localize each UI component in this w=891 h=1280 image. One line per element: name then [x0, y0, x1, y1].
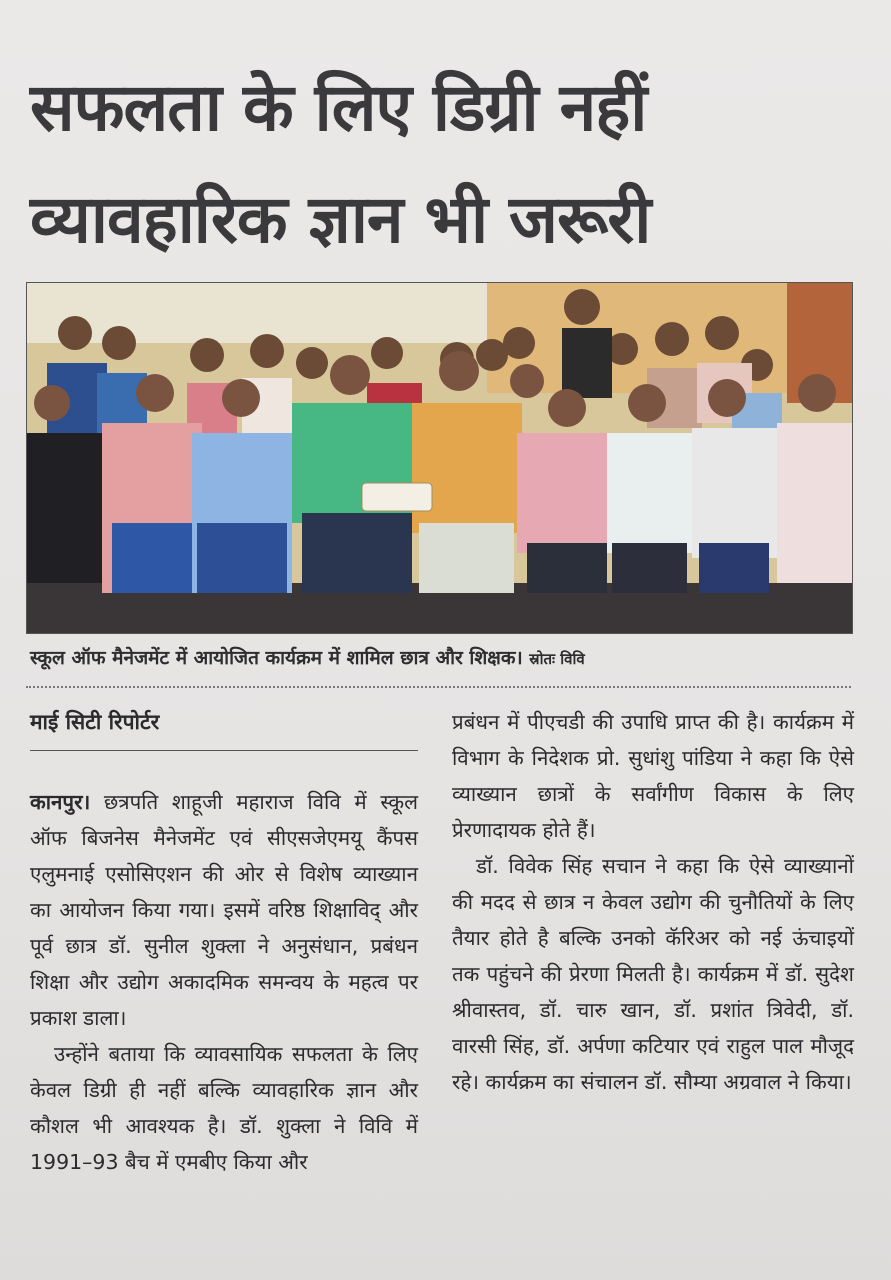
paragraph-1-text: छत्रपति शाहूजी महाराज विवि में स्कूल ऑफ बिजनेस मैनेजमेंट एवं सीएसजेएमयू कैंपस एलुमनाई एसोसिएशन की ओर से विशेष व्याख्यान का आयोजन किया गया। इसमें वरिष्ठ शिक्षाविद् और पूर्व छात्र डॉ. सुनील शुक्ला ने अनुसंधान, प्रबंधन शिक्षा और उद्योग अकादमिक समन्वय के महत्व पर प्रकाश डाला। — [30, 790, 418, 1030]
headline — [30, 52, 860, 276]
article-paragraph-2: उन्होंने बताया कि व्यावसायिक सफलता के लिए केवल डिग्री ही नहीं बल्कि व्यावहारिक ज्ञान और कौशल भी आवश्यक है। डॉ. शुक्ला ने विवि में 1991–93 बैच में एमबीए किया और — [30, 1042, 418, 1174]
group-photo-icon — [27, 283, 852, 633]
dotted-divider — [26, 686, 851, 688]
caption-source: स्रोतः विवि — [529, 650, 585, 668]
headline-line-1: सफलता के लिए डिग्री नहीं — [30, 69, 647, 146]
headline-line-2: व्यावहारिक ज्ञान भी जरूरी — [30, 181, 651, 258]
byline-rule — [30, 750, 418, 751]
dateline: कानपुर। — [30, 790, 91, 814]
article-paragraph-3: प्रबंधन में पीएचडी की उपाधि प्राप्त की है। कार्यक्रम में विभाग के निदेशक प्रो. सुधांशु पांडिया ने कहा कि ऐसे व्याख्यान छात्रों के सर्वांगीण विकास के लिए प्रेरणादायक होते हैं। — [452, 710, 854, 842]
article-column-left — [30, 784, 418, 1180]
article-paragraph-4: डॉ. विवेक सिंह सचान ने कहा कि ऐसे व्याख्यानों की मदद से छात्र न केवल उद्योग की चुनौतियों के लिए तैयार होते है बल्कि उनको कॅरिअर को नई ऊंचाइयों तक पहुंचने की प्रेरणा मिलती है। कार्यक्रम में डॉ. सुदेश श्रीवास्तव, डॉ. चारु खान, डॉ. प्रशांत त्रिवेदी, डॉ. वारसी सिंह, डॉ. अर्पणा कटियार एवं राहुल पाल मौजूद रहे। कार्यक्रम का संचालन डॉ. सौम्या अग्रवाल ने किया। — [452, 854, 854, 1094]
group-photo — [26, 282, 853, 634]
article-paragraph-1 — [30, 784, 418, 1036]
byline: माई सिटी रिपोर्टर — [30, 710, 160, 734]
caption-text: स्कूल ऑफ मैनेजमेंट में आयोजित कार्यक्रम में शामिल छात्र और शिक्षक। — [30, 647, 523, 669]
photo-caption — [30, 644, 860, 670]
article-column-right — [452, 704, 854, 1100]
